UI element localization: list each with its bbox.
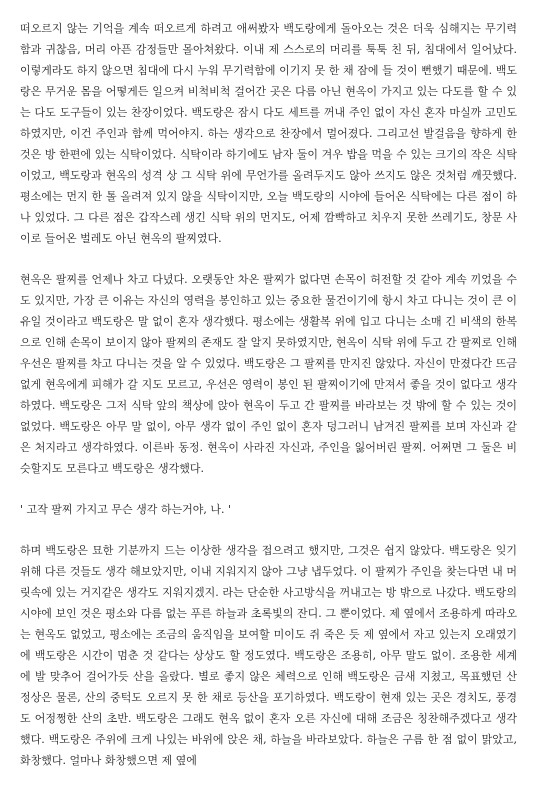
quote-line: ' 고작 팔찌 가지고 무슨 생각 하는거야, 나. ' [20,503,232,516]
paragraph-1: 떠오르지 않는 기억을 계속 떠오르게 하려고 애써봤자 백도랑에게 돌아오는 것은 더욱 심해지는 무기력함과 귀찮음, 머리 아픈 감정들만 몰아쳐왔다. 이내 제 스스로의 머리를 툭툭 친 뒤, 침대에서 일어났다. 이렇게라도 하지 않으면 침대에 다시 누워 무기력함에 이기지 못 한 채 잠에 들 것이 뻔했기 때문에. 백도랑은 무거운 몸을 어떻게든 일으켜 비척비척 걸어간 곳은 다름 아닌 현옥이 가지고 있는 다도를 할 수 있는 다도 도구들이 있는 찬장이었다. 백도랑은 잠시 다도 세트를 꺼내 주인 없이 자신 혼자 마실까 고민도 하였지만, 이건 주인과 함께 먹어야지. 하는 생각으로 찬장에서 멀어졌다. 그리고선 발걸음을 향하게 한 것은 방 한편에 있는 식탁이었다. 식탁이라 하기에도 남자 둘이 겨우 밥을 먹을 수 있는 크기의 작은 식탁이었고, 백도랑과 현옥의 성격 상 그 식탁 위에 무언가를 올려두지도 않아 쓰지도 않은 것처럼 깨끗했다. 평소에는 먼지 한 톨 올려져 있지 않을 식탁이지만, 오늘 백도랑의 시야에 들어온 식탁에는 다른 점이 하나 있었다. 그 다른 점은 갑작스레 생긴 식탁 위의 먼지도, 어제 깜빡하고 치우지 못한 쓰레기도, 창문 사이로 들어온 벌레도 아닌 현옥의 팔찌였다. [20,22,517,245]
paragraph-3: 하며 백도랑은 묘한 기분까지 드는 이상한 생각을 접으려고 했지만, 그것은 쉽지 않았다. 백도랑은 잊기 위해 다른 것들도 생각 해보았지만, 이내 지워지지 않아 그냥 냅두었다. 이 팔찌가 주인을 찾는다면 내 머릿속에 있는 거지같은 생각도 지워지겠지. 라는 단순한 사고방식을 꺼내고는 방 밖으로 나갔다. 백도랑의 시야에 보인 것은 평소와 다름 없는 푸른 하늘과 초록빛의 잔디. 그 뿐이었다. 제 옆에서 조용하게 따라오는 현옥도 없었고, 평소에는 조금의 움직임을 보여할 미이도 쥐 죽은 듯 제 옆에서 자고 있는지 오래였기에 백도랑은 시간이 멈춘 것 같다는 상상도 할 정도였다. 백도랑은 조용히, 아무 말도 없이. 조용한 세계에 발 맞추어 걸어가듯 산을 올랐다. 별로 좋지 않은 체력으로 인해 백도랑은 금새 지쳤고, 목표했던 산 정상은 물론, 산의 중턱도 오르지 못 한 채로 등산을 포기하였다. 백도랑이 현재 있는 곳은 경치도, 풍경도 어정쩡한 산의 초반. 백도랑은 그래도 현옥 없이 혼자 오른 자신에 대해 조금은 칭찬해주겠다고 생각했다. 백도랑은 주위에 크게 나있는 바위에 앉은 채, 하늘을 바라보았다. 하늘은 구름 한 점 없이 맑았고, 화창했다. 얼마나 화창했으면 제 옆에 [20,544,517,767]
paragraph-2: 현옥은 팔찌를 언제나 차고 다녔다. 오랫동안 차온 팔찌가 없다면 손목이 허전할 것 같아 계속 끼었을 수도 있지만, 가장 큰 이유는 자신의 영력을 봉인하고 있는 중요한 물건이기에 항시 차고 다니는 것이 큰 이유일 것이라고 백도랑은 말 없이 혼자 생각했다. 평소에는 생활복 위에 입고 다니는 소매 긴 비색의 한복으로 인해 손목이 보이지 않아 팔찌의 존재도 잘 알지 못하였지만, 현옥이 식탁 위에 두고 간 팔찌로 인해 우선은 팔찌를 차고 다니는 것을 알 수 있었다. 백도랑은 그 팔찌를 만지진 않았다. 자신이 만졌다간 뜨금없게 현옥에게 피해가 갈 지도 모르고, 우선은 영력이 봉인 된 팔찌이기에 만져서 좋을 것이 없다고 생각하였다. 백도랑은 그저 식탁 앞의 책상에 앉아 현옥이 두고 간 팔찌를 바라보는 것 밖에 할 수 있는 것이 없었다. 백도랑은 아무 말 없이, 아무 생각 없이 주인 없이 혼자 덩그러니 남겨진 팔찌를 보며 자신과 같은 처지라고 생각하였다. 이른바 동정. 현옥이 사라진 자신과, 주인을 잃어버린 팔찌. 어쩌면 그 둘은 비슷할지도 모른다고 백도랑은 생각했다. [20,273,517,475]
document-page [20,18,517,791]
